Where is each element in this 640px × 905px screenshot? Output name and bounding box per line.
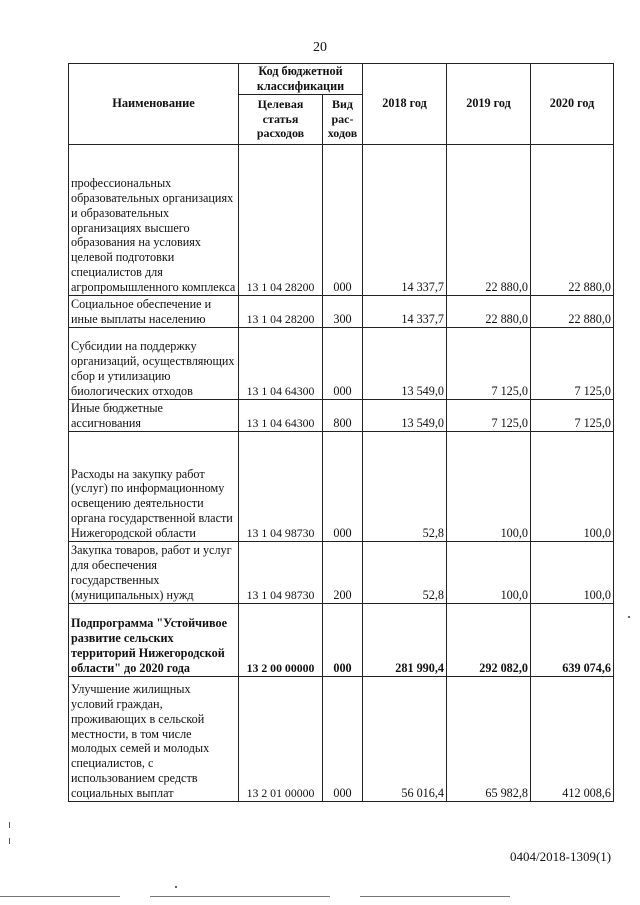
- row-name: Иные бюджетные ассигнования: [69, 399, 239, 431]
- row-2019: 292 082,0: [447, 603, 531, 676]
- table-row: [69, 676, 614, 801]
- row-2020: 22 880,0: [531, 144, 614, 295]
- row-2018: 13 549,0: [363, 399, 447, 431]
- row-2018: 14 337,7: [363, 144, 447, 295]
- row-code: 13 1 04 64300: [239, 327, 323, 399]
- row-vid: 000: [323, 676, 363, 801]
- row-code: 13 1 04 64300: [239, 399, 323, 431]
- row-2018: 13 549,0: [363, 327, 447, 399]
- row-name: Закупка товаров, работ и услуг для обеспечения государственных (муниципальных) нужд: [69, 541, 239, 603]
- scan-mark: [150, 896, 330, 897]
- row-2019: 65 982,8: [447, 676, 531, 801]
- row-2019: 22 880,0: [447, 295, 531, 327]
- scan-mark: [0, 896, 120, 897]
- header-expense-type: Вид рас-ходов: [323, 94, 363, 144]
- row-code: 13 1 04 28200: [239, 295, 323, 327]
- row-name: Подпрограмма "Устойчивое развитие сельских территорий Нижегородской области" до 2020 года: [69, 603, 239, 676]
- row-2019: 22 880,0: [447, 144, 531, 295]
- header-2020: 2020 год: [531, 64, 614, 145]
- row-vid: 200: [323, 541, 363, 603]
- row-code: 13 1 04 28200: [239, 144, 323, 295]
- document-code: 0404/2018-1309(1): [510, 849, 612, 864]
- row-vid: 000: [323, 327, 363, 399]
- row-2018: 56 016,4: [363, 676, 447, 801]
- table-row: [69, 399, 614, 431]
- table-row: [69, 541, 614, 603]
- row-vid: 000: [323, 603, 363, 676]
- row-vid: 300: [323, 295, 363, 327]
- row-2019: 7 125,0: [447, 327, 531, 399]
- header-2019: 2019 год: [447, 64, 531, 145]
- table-row-subprogram: [69, 603, 614, 676]
- row-vid: 000: [323, 144, 363, 295]
- page-number: 20: [313, 40, 327, 55]
- row-name: Улучшение жилищных условий граждан, проживающих в сельской местности, в том числе молодых семей и молодых специалистов, с использованием средств социальных выплат: [69, 676, 239, 801]
- row-2019: 100,0: [447, 431, 531, 541]
- row-2020: 639 074,6: [531, 603, 614, 676]
- row-2020: 100,0: [531, 431, 614, 541]
- row-name: Расходы на закупку работ (услуг) по информационному освещению деятельности органа государственной власти Нижегородской области: [69, 431, 239, 541]
- row-code: 13 1 04 98730: [239, 431, 323, 541]
- row-2020: 22 880,0: [531, 295, 614, 327]
- budget-table: [68, 63, 614, 802]
- row-2018: 52,8: [363, 431, 447, 541]
- row-code: 13 2 00 00000: [239, 603, 323, 676]
- scan-mark: [628, 616, 630, 618]
- row-2018: 281 990,4: [363, 603, 447, 676]
- row-name: профессиональных образовательных организациях и образовательных организациях высшего образования на условиях целевой подготовки специалистов для агропромышленного комплекса: [69, 144, 239, 295]
- row-2018: 52,8: [363, 541, 447, 603]
- scan-mark: [9, 822, 10, 828]
- scan-mark: [9, 838, 10, 844]
- scan-mark: [360, 896, 510, 897]
- header-code-group: Код бюджетной классификации: [239, 64, 363, 95]
- row-vid: 800: [323, 399, 363, 431]
- row-name: Социальное обеспечение и иные выплаты населению: [69, 295, 239, 327]
- header-target-article: Целевая статья расходов: [239, 94, 323, 144]
- row-2019: 100,0: [447, 541, 531, 603]
- scan-mark: [175, 886, 177, 888]
- row-name: Субсидии на поддержку организаций, осуществляющих сбор и утилизацию биологических отходов: [69, 327, 239, 399]
- row-2020: 100,0: [531, 541, 614, 603]
- row-code: 13 1 04 98730: [239, 541, 323, 603]
- row-vid: 000: [323, 431, 363, 541]
- row-code: 13 2 01 00000: [239, 676, 323, 801]
- row-2019: 7 125,0: [447, 399, 531, 431]
- header-2018: 2018 год: [363, 64, 447, 145]
- table-row: [69, 144, 614, 295]
- row-2018: 14 337,7: [363, 295, 447, 327]
- header-name: Наименование: [69, 64, 239, 145]
- table-row: [69, 431, 614, 541]
- table-row: [69, 327, 614, 399]
- row-2020: 7 125,0: [531, 399, 614, 431]
- table-row: [69, 295, 614, 327]
- row-2020: 7 125,0: [531, 327, 614, 399]
- row-2020: 412 008,6: [531, 676, 614, 801]
